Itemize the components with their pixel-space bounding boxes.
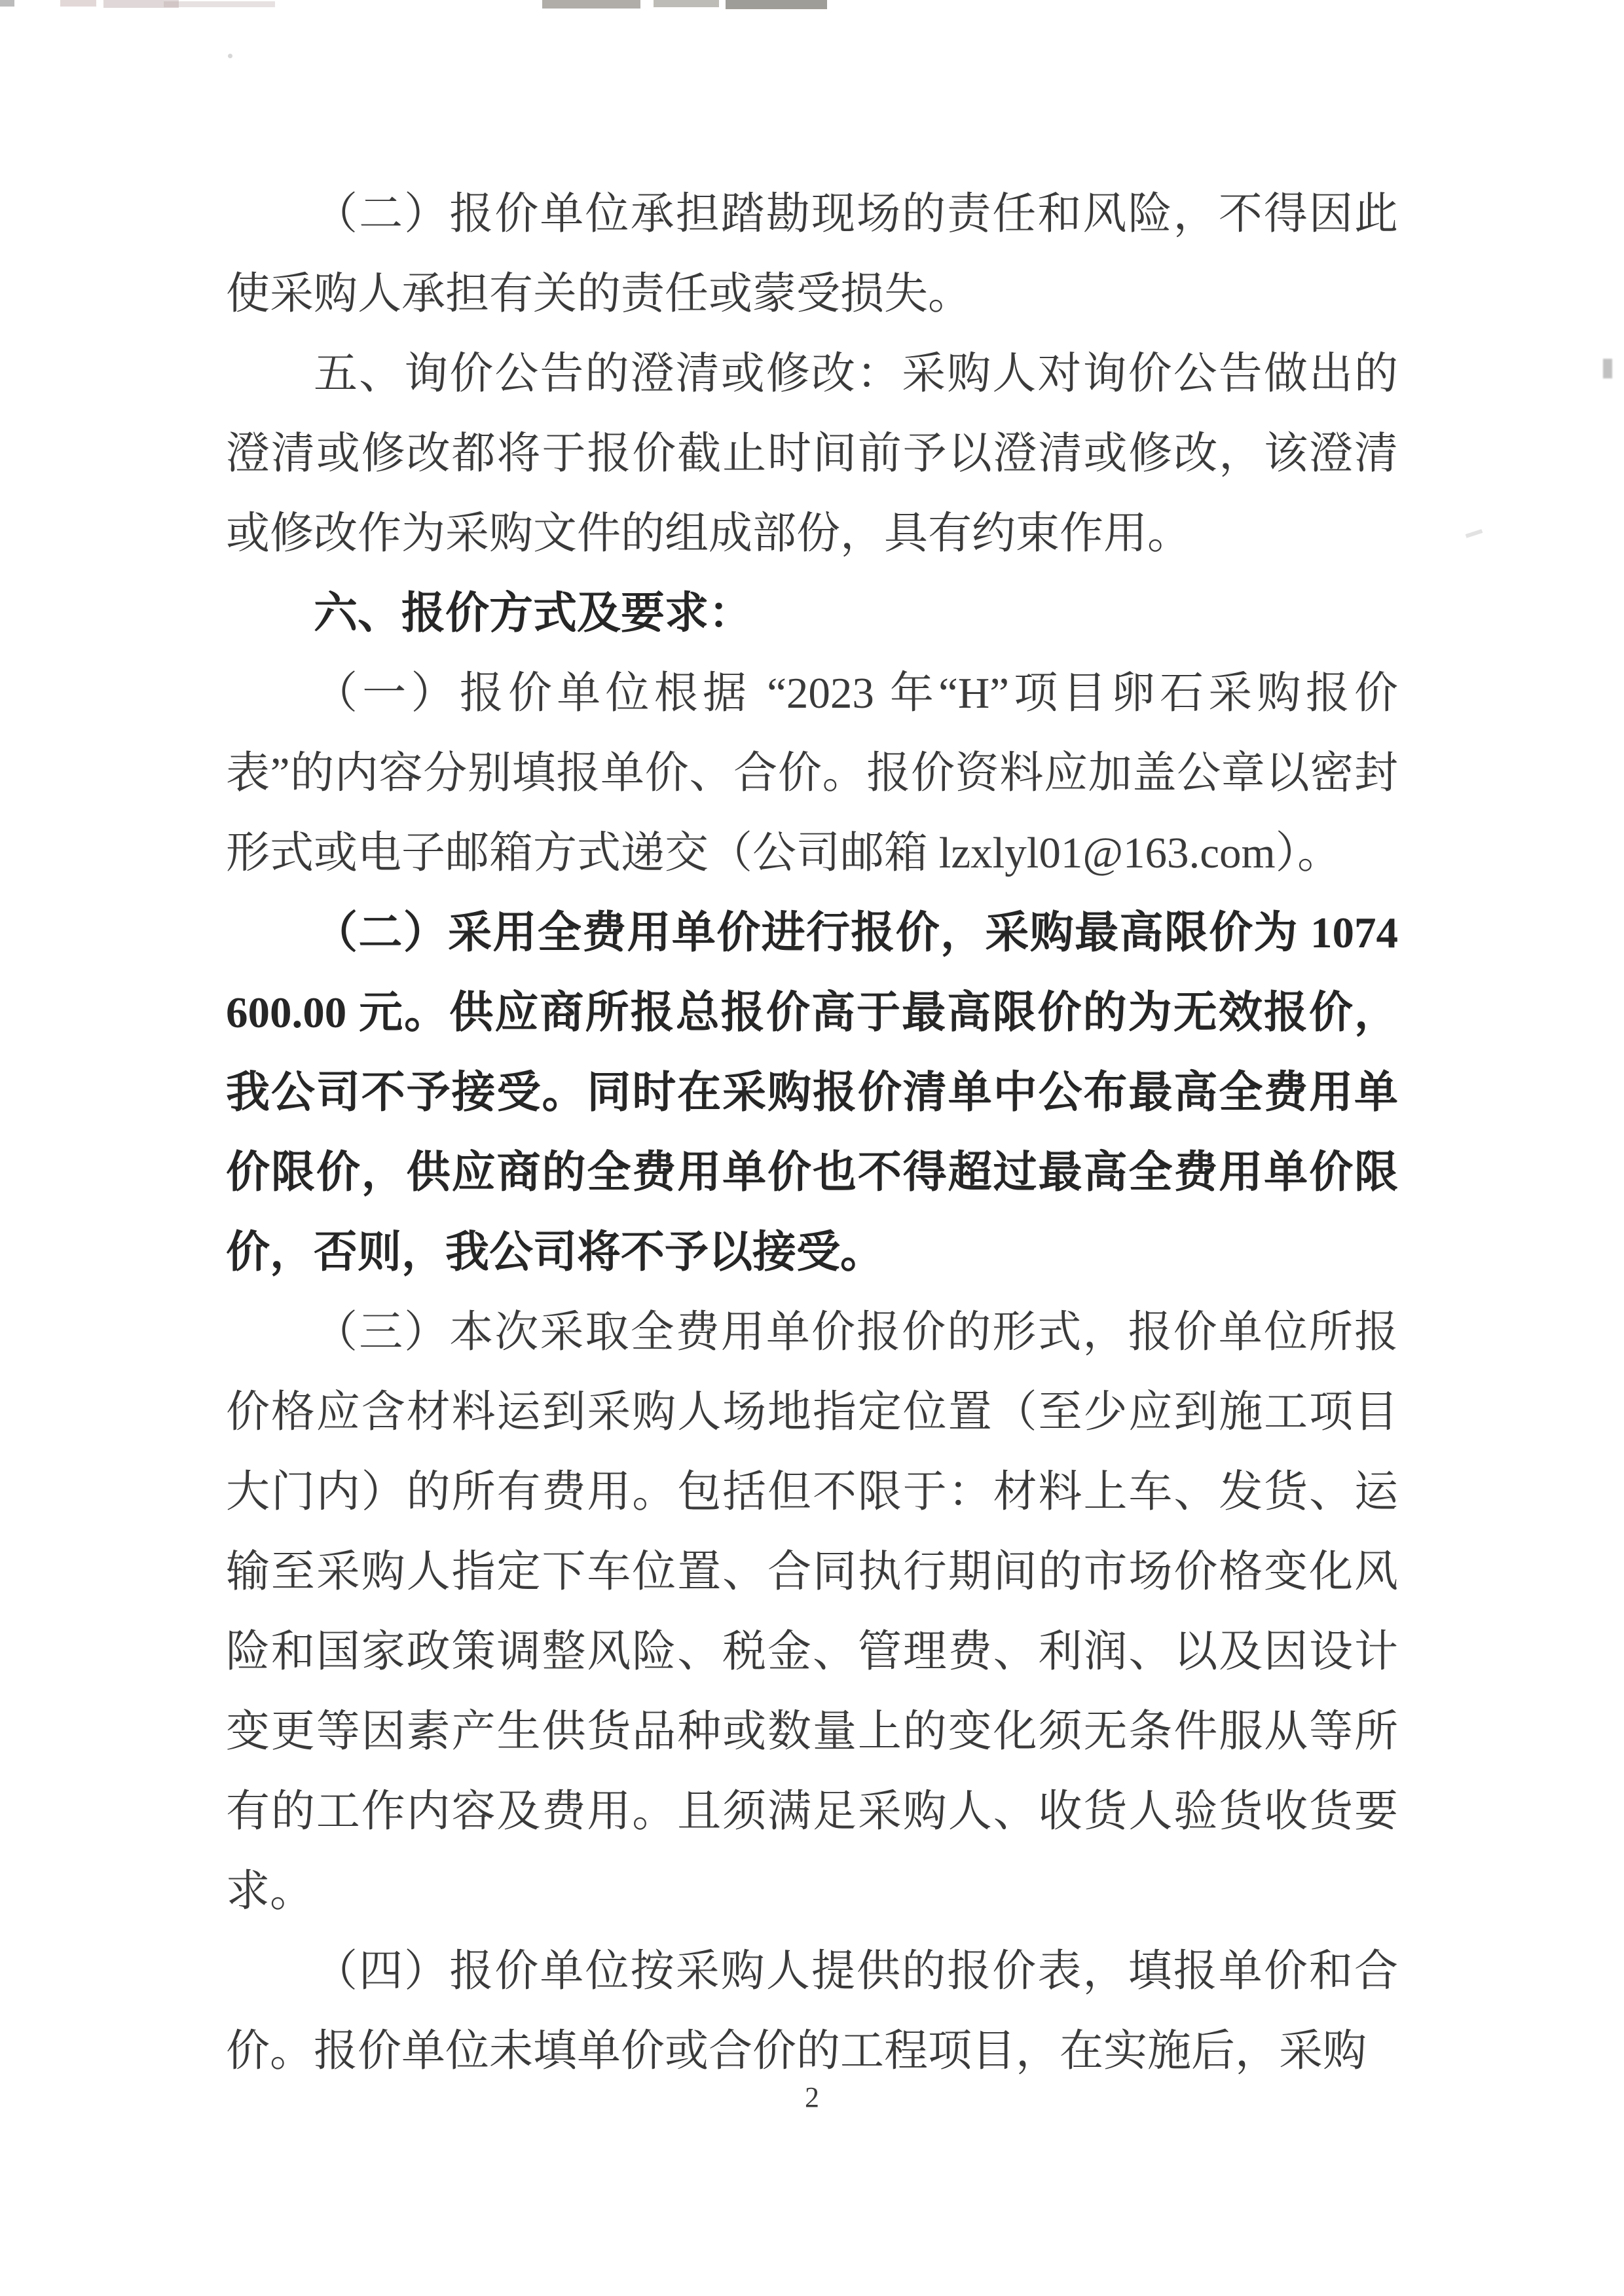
scan-artifact — [103, 0, 179, 8]
scan-artifact — [164, 1, 275, 7]
paragraph: （三）本次采取全费用单价报价的形式，报价单位所报价格应含材料运到采购人场地指定位置（至少应到施工项目大门内）的所有费用。包括但不限于：材料上车、发货、运输至采购人指定下车位置、合同执行期间的市场价格变化风险和国家政策调整风险、税金、管理费、利润、以及因设计变更等因素产生供货品种或数量上的变化须无条件服从等所有的工作内容及费用。且须满足采购人、收货人验货收货要求。 — [226, 1308, 1398, 1916]
page-number: 2 — [805, 2081, 819, 2113]
scan-artifact — [726, 0, 827, 9]
paragraph: （四）报价单位按采购人提供的报价表，填报单价和合价。报价单位未填单价或合价的工程项目，在实施后，采购 — [226, 1947, 1398, 2075]
scan-artifact — [228, 54, 232, 58]
scan-artifact — [654, 0, 719, 7]
scan-artifact — [542, 0, 640, 9]
paragraph: 六、报价方式及要求： — [314, 589, 752, 638]
scan-artifact — [1603, 359, 1612, 378]
scan-artifact — [60, 0, 96, 7]
paragraph: 五、询价公告的澄清或修改：采购人对询价公告做出的澄清或修改都将于报价截止时间前予以澄清或修改，该澄清或修改作为采购文件的组成部份，具有约束作用。 — [226, 350, 1398, 558]
paragraph: （二）报价单位承担踏勘现场的责任和风险，不得因此使采购人承担有关的责任或蒙受损失。 — [226, 190, 1398, 318]
scan-artifact — [0, 0, 14, 7]
paragraph: （一）报价单位根据 “2023 年“H”项目卵石采购报价表”的内容分别填报单价、合价。报价资料应加盖公章以密封形式或电子邮箱方式递交（公司邮箱 lzxlyl01@163.com）。 — [226, 669, 1398, 877]
scan-artifact — [1466, 529, 1483, 538]
paragraph: （二）采用全费用单价进行报价，采购最高限价为 1074600.00 元。供应商所报总报价高于最高限价的为无效报价，我公司不予接受。同时在采购报价清单中公布最高全费用单价限价，供应商的全费用单价也不得超过最高全费用单价限价，否则，我公司将不予以接受。 — [226, 909, 1398, 1277]
document-body — [226, 174, 1398, 2091]
